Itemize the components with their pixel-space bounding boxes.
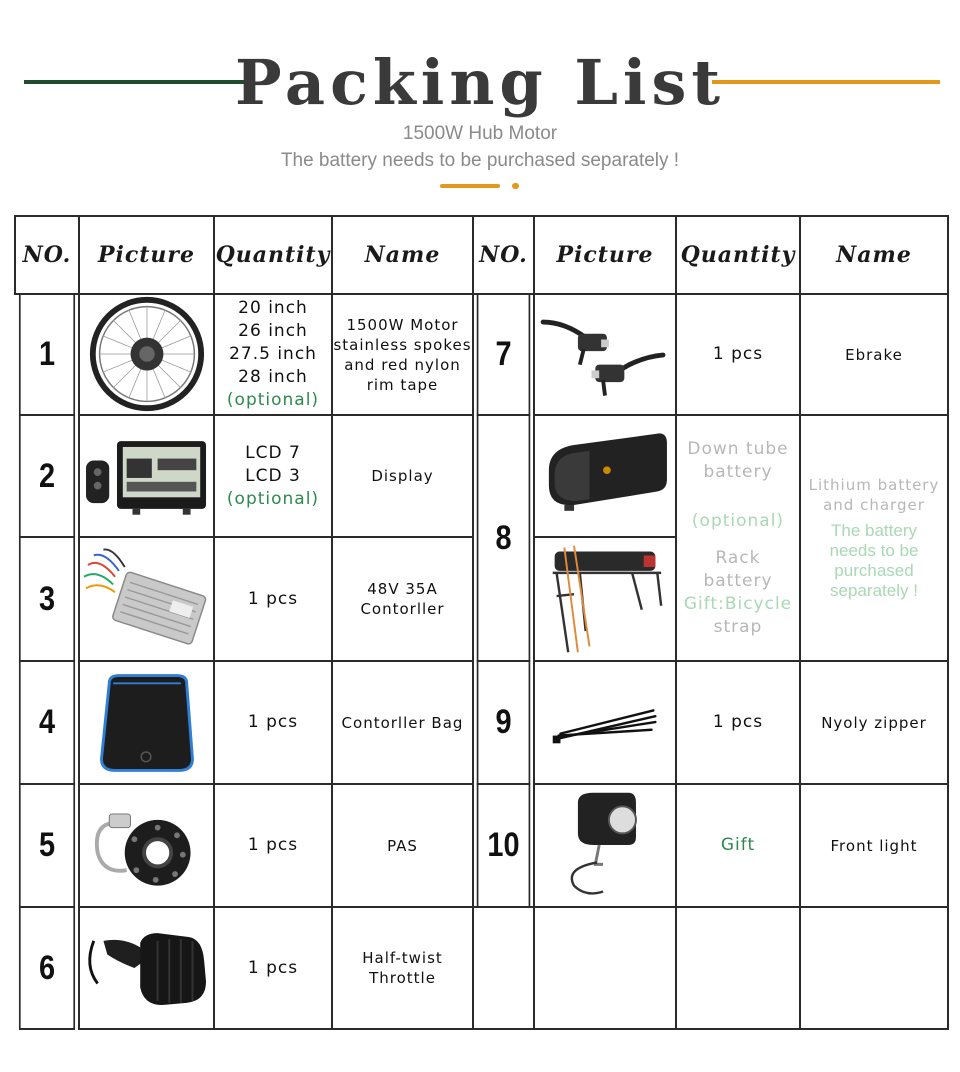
item-5-quantity: 1 pcs xyxy=(213,783,333,908)
item-9-quantity: 1 pcs xyxy=(675,660,801,785)
item-9-name: Nyoly zipper xyxy=(799,660,949,785)
col-header-picture-left: Picture xyxy=(78,215,215,295)
col-header-no-right: NO. xyxy=(472,215,535,295)
item-1-qty-line: 20 inch xyxy=(238,298,308,318)
ebrake-icon xyxy=(535,295,675,414)
lcd-display-icon xyxy=(80,416,213,536)
controller-bag-icon xyxy=(80,662,213,783)
battery-notice: The battery needs to be purchased separately ! xyxy=(280,150,680,171)
item-2-qty-line: LCD 7 xyxy=(245,442,301,463)
item-7-name: Ebrake xyxy=(799,293,949,416)
downtube-battery-icon xyxy=(535,416,675,536)
empty-cell xyxy=(472,906,535,1030)
item-4-number: 4 xyxy=(19,660,75,785)
item-6-name-line: Throttle xyxy=(369,969,436,987)
item-8-number: 8 xyxy=(477,414,531,662)
col-header-quantity-right: Quantity xyxy=(675,215,801,295)
item-1-qty-optional: (optional) xyxy=(226,390,320,410)
item-7-number: 7 xyxy=(477,293,531,416)
col-header-picture-right: Picture xyxy=(533,215,677,295)
item-8-qty-gift: strap xyxy=(713,616,763,637)
item-1-name xyxy=(331,293,474,416)
item-1-name-line: stainless spokes xyxy=(333,335,472,354)
item-1-qty-line: 26 inch xyxy=(238,321,308,341)
item-4-picture xyxy=(78,660,215,785)
item-5-number: 5 xyxy=(19,783,75,908)
item-6-quantity: 1 pcs xyxy=(213,906,333,1030)
zipper-ties-icon xyxy=(535,662,675,783)
item-8-battery-note: separately ! xyxy=(830,581,918,600)
rack-battery-icon xyxy=(535,538,675,660)
item-1-picture xyxy=(78,293,215,416)
item-3-quantity: 1 pcs xyxy=(213,536,333,662)
page-subtitle: 1500W Hub Motor xyxy=(402,123,558,144)
item-8-qty-downtube: Down tube xyxy=(687,438,789,459)
item-1-quantity xyxy=(213,293,333,416)
item-2-qty-line: LCD 3 xyxy=(245,465,301,486)
header-dash xyxy=(440,184,500,188)
item-6-picture xyxy=(78,906,215,1030)
empty-cell xyxy=(799,906,949,1030)
item-1-name-line: 1500W Motor xyxy=(346,315,459,334)
item-3-name-line: 48V 35A xyxy=(367,580,438,598)
item-8-battery-note: needs to be xyxy=(829,541,919,560)
item-7-quantity: 1 pcs xyxy=(675,293,801,416)
item-5-picture xyxy=(78,783,215,908)
front-light-icon xyxy=(535,785,675,906)
item-2-qty-optional: (optional) xyxy=(226,488,320,509)
pas-sensor-icon xyxy=(80,785,213,906)
item-8-qty-downtube: battery xyxy=(703,461,773,482)
item-7-picture xyxy=(533,293,677,416)
item-8-quantity xyxy=(675,414,801,662)
item-1-number: 1 xyxy=(19,293,75,416)
item-10-number: 10 xyxy=(477,783,531,908)
item-1-name-line: rim tape xyxy=(366,375,439,394)
item-4-name: Contorller Bag xyxy=(331,660,474,785)
controller-icon xyxy=(80,538,213,660)
item-8-picture-rack xyxy=(533,536,677,662)
item-9-picture xyxy=(533,660,677,785)
throttle-icon xyxy=(80,908,213,1028)
item-8-qty-rack: battery xyxy=(703,570,773,591)
col-header-no-left: NO. xyxy=(14,215,80,295)
item-2-number: 2 xyxy=(19,414,75,538)
item-6-number: 6 xyxy=(19,906,75,1030)
item-10-quantity: Gift xyxy=(675,783,801,908)
item-10-name: Front light xyxy=(799,783,949,908)
page-title: Packing List xyxy=(234,46,726,119)
item-8-picture-downtube xyxy=(533,414,677,538)
wheel-icon xyxy=(80,295,213,414)
item-6-name-line: Half-twist xyxy=(362,949,443,967)
item-8-qty-gift: Gift:Bicycle xyxy=(683,593,793,614)
item-1-qty-line: 28 inch xyxy=(238,367,308,387)
item-6-name xyxy=(331,906,474,1030)
item-2-quantity xyxy=(213,414,333,538)
item-1-qty-line: 27.5 inch xyxy=(229,344,317,364)
item-9-number: 9 xyxy=(477,660,531,785)
item-8-name xyxy=(799,414,949,662)
item-8-battery-note: purchased xyxy=(834,561,914,580)
item-5-name: PAS xyxy=(331,783,474,908)
item-8-name-line: Lithium battery xyxy=(808,476,940,494)
item-8-qty-rack: Rack xyxy=(715,547,761,568)
item-1-name-line: and red nylon xyxy=(344,355,461,374)
item-3-picture xyxy=(78,536,215,662)
item-8-battery-note: The battery xyxy=(831,521,917,540)
item-8-qty-optional: (optional) xyxy=(691,510,785,531)
item-4-quantity: 1 pcs xyxy=(213,660,333,785)
item-2-name: Display xyxy=(331,414,474,538)
empty-cell xyxy=(533,906,677,1030)
header-dot xyxy=(512,183,519,189)
item-8-name-line: and charger xyxy=(823,496,925,514)
item-3-name-line: Contorller xyxy=(360,600,445,618)
item-3-name xyxy=(331,536,474,662)
item-3-number: 3 xyxy=(19,536,75,662)
item-2-picture xyxy=(78,414,215,538)
col-header-name-right: Name xyxy=(799,215,949,295)
empty-cell xyxy=(675,906,801,1030)
col-header-quantity-left: Quantity xyxy=(213,215,333,295)
col-header-name-left: Name xyxy=(331,215,474,295)
item-10-picture xyxy=(533,783,677,908)
